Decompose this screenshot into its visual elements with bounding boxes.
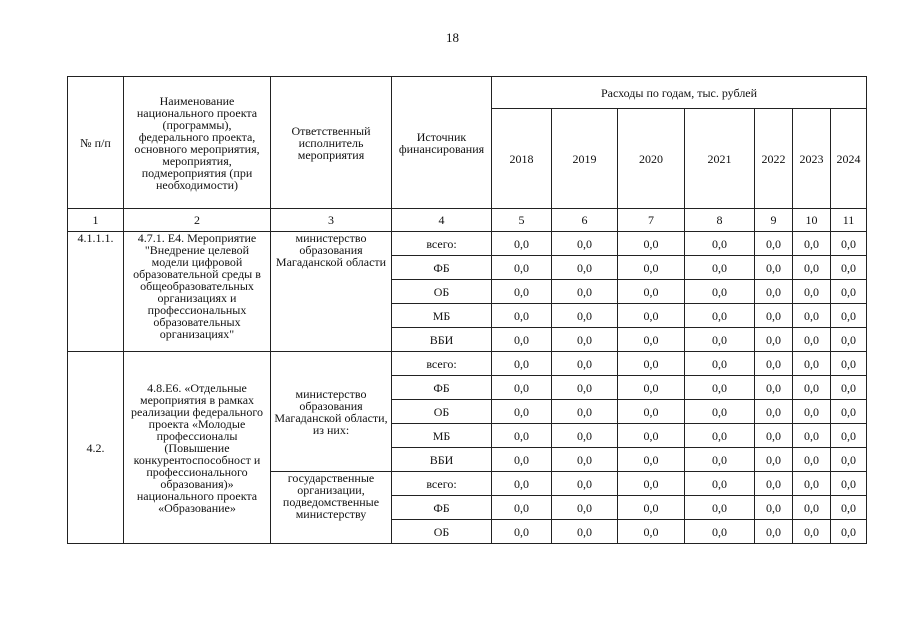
- value-cell: 0,0: [685, 424, 755, 448]
- value-cell: 0,0: [492, 496, 552, 520]
- value-cell: 0,0: [831, 424, 867, 448]
- value-cell: 0,0: [685, 256, 755, 280]
- header-name: Наименование национального проекта (программы), федерального проекта, основного мероприятия, мероприятия, подмероприятия (при необходимости): [124, 77, 271, 209]
- value-cell: 0,0: [685, 472, 755, 496]
- value-cell: 0,0: [552, 376, 618, 400]
- value-cell: 0,0: [793, 328, 831, 352]
- value-cell: 0,0: [552, 328, 618, 352]
- value-cell: 0,0: [755, 496, 793, 520]
- value-cell: 0,0: [793, 232, 831, 256]
- row-number: 4.1.1.1.: [68, 232, 124, 352]
- value-cell: 0,0: [618, 376, 685, 400]
- column-number: 3: [271, 209, 392, 232]
- row-responsible: государственные организации, подведомственные министерству: [271, 472, 392, 544]
- table-row: [68, 352, 867, 376]
- value-cell: 0,0: [755, 424, 793, 448]
- year-header: 2022: [755, 109, 793, 209]
- value-cell: 0,0: [618, 400, 685, 424]
- year-header: 2020: [618, 109, 685, 209]
- header-num: № п/п: [68, 77, 124, 209]
- value-cell: 0,0: [793, 400, 831, 424]
- value-cell: 0,0: [618, 472, 685, 496]
- source-cell: ОБ: [392, 280, 492, 304]
- column-number: 1: [68, 209, 124, 232]
- value-cell: 0,0: [492, 352, 552, 376]
- value-cell: 0,0: [793, 520, 831, 544]
- value-cell: 0,0: [793, 256, 831, 280]
- column-number: 5: [492, 209, 552, 232]
- column-number: 10: [793, 209, 831, 232]
- source-cell: всего:: [392, 352, 492, 376]
- value-cell: 0,0: [831, 256, 867, 280]
- value-cell: 0,0: [755, 304, 793, 328]
- source-cell: ФБ: [392, 496, 492, 520]
- value-cell: 0,0: [685, 496, 755, 520]
- row-responsible: министерство образования Магаданской области: [271, 232, 392, 352]
- column-number: 2: [124, 209, 271, 232]
- value-cell: 0,0: [685, 304, 755, 328]
- source-cell: ОБ: [392, 400, 492, 424]
- column-number: 6: [552, 209, 618, 232]
- value-cell: 0,0: [685, 400, 755, 424]
- value-cell: 0,0: [831, 448, 867, 472]
- column-number: 8: [685, 209, 755, 232]
- header-source: Источник финансирования: [392, 77, 492, 209]
- value-cell: 0,0: [793, 304, 831, 328]
- row-number: 4.2.: [68, 352, 124, 544]
- column-number: 9: [755, 209, 793, 232]
- value-cell: 0,0: [552, 232, 618, 256]
- column-number: 4: [392, 209, 492, 232]
- value-cell: 0,0: [831, 304, 867, 328]
- value-cell: 0,0: [685, 232, 755, 256]
- source-cell: ВБИ: [392, 448, 492, 472]
- value-cell: 0,0: [685, 280, 755, 304]
- value-cell: 0,0: [492, 448, 552, 472]
- year-header: 2018: [492, 109, 552, 209]
- value-cell: 0,0: [618, 280, 685, 304]
- year-header: 2021: [685, 109, 755, 209]
- value-cell: 0,0: [793, 280, 831, 304]
- column-number: 7: [618, 209, 685, 232]
- value-cell: 0,0: [618, 496, 685, 520]
- source-cell: ФБ: [392, 256, 492, 280]
- value-cell: 0,0: [755, 328, 793, 352]
- value-cell: 0,0: [492, 472, 552, 496]
- value-cell: 0,0: [618, 256, 685, 280]
- value-cell: 0,0: [552, 256, 618, 280]
- value-cell: 0,0: [552, 520, 618, 544]
- row-name: 4.7.1. Е4. Мероприятие "Внедрение целевой модели цифровой образовательной среды в общеобразовательных организациях и профессиональных образовательных организациях": [124, 232, 271, 352]
- row-name: 4.8.Е6. «Отдельные мероприятия в рамках реализации федерального проекта «Молодые профессионалы (Повышение конкурентоспособност и профессионального образования)» национального проекта «Образование»: [124, 352, 271, 544]
- value-cell: 0,0: [793, 472, 831, 496]
- value-cell: 0,0: [685, 448, 755, 472]
- value-cell: 0,0: [618, 448, 685, 472]
- value-cell: 0,0: [618, 328, 685, 352]
- value-cell: 0,0: [755, 256, 793, 280]
- value-cell: 0,0: [492, 400, 552, 424]
- value-cell: 0,0: [755, 376, 793, 400]
- value-cell: 0,0: [492, 304, 552, 328]
- source-cell: МБ: [392, 304, 492, 328]
- value-cell: 0,0: [492, 232, 552, 256]
- value-cell: 0,0: [552, 352, 618, 376]
- source-cell: всего:: [392, 232, 492, 256]
- table-row: [68, 232, 867, 256]
- header-expenses: Расходы по годам, тыс. рублей: [492, 77, 867, 109]
- value-cell: 0,0: [793, 376, 831, 400]
- value-cell: 0,0: [831, 496, 867, 520]
- value-cell: 0,0: [492, 424, 552, 448]
- value-cell: 0,0: [552, 472, 618, 496]
- column-number: 11: [831, 209, 867, 232]
- value-cell: 0,0: [492, 280, 552, 304]
- value-cell: 0,0: [831, 280, 867, 304]
- value-cell: 0,0: [685, 376, 755, 400]
- value-cell: 0,0: [492, 376, 552, 400]
- value-cell: 0,0: [685, 328, 755, 352]
- value-cell: 0,0: [793, 496, 831, 520]
- year-header: 2019: [552, 109, 618, 209]
- value-cell: 0,0: [685, 352, 755, 376]
- value-cell: 0,0: [831, 520, 867, 544]
- value-cell: 0,0: [793, 448, 831, 472]
- value-cell: 0,0: [492, 520, 552, 544]
- value-cell: 0,0: [552, 496, 618, 520]
- year-header: 2024: [831, 109, 867, 209]
- value-cell: 0,0: [618, 352, 685, 376]
- source-cell: ВБИ: [392, 328, 492, 352]
- page-number: 18: [446, 30, 459, 45]
- value-cell: 0,0: [755, 520, 793, 544]
- value-cell: 0,0: [492, 328, 552, 352]
- source-cell: ОБ: [392, 520, 492, 544]
- value-cell: 0,0: [685, 520, 755, 544]
- value-cell: 0,0: [755, 400, 793, 424]
- value-cell: 0,0: [618, 520, 685, 544]
- value-cell: 0,0: [755, 352, 793, 376]
- value-cell: 0,0: [793, 424, 831, 448]
- value-cell: 0,0: [755, 280, 793, 304]
- value-cell: 0,0: [552, 424, 618, 448]
- source-cell: всего:: [392, 472, 492, 496]
- budget-table: [67, 76, 867, 544]
- value-cell: 0,0: [793, 352, 831, 376]
- value-cell: 0,0: [755, 472, 793, 496]
- year-header: 2023: [793, 109, 831, 209]
- value-cell: 0,0: [552, 304, 618, 328]
- value-cell: 0,0: [831, 328, 867, 352]
- value-cell: 0,0: [552, 448, 618, 472]
- value-cell: 0,0: [755, 232, 793, 256]
- value-cell: 0,0: [755, 448, 793, 472]
- value-cell: 0,0: [831, 232, 867, 256]
- value-cell: 0,0: [831, 376, 867, 400]
- source-cell: ФБ: [392, 376, 492, 400]
- value-cell: 0,0: [831, 352, 867, 376]
- value-cell: 0,0: [618, 424, 685, 448]
- source-cell: МБ: [392, 424, 492, 448]
- value-cell: 0,0: [552, 400, 618, 424]
- value-cell: 0,0: [831, 400, 867, 424]
- column-number-row: [68, 209, 867, 232]
- value-cell: 0,0: [552, 280, 618, 304]
- value-cell: 0,0: [618, 304, 685, 328]
- header-responsible: Ответственный исполнитель мероприятия: [271, 77, 392, 209]
- row-responsible: министерство образования Магаданской области, из них:: [271, 352, 392, 472]
- value-cell: 0,0: [831, 472, 867, 496]
- value-cell: 0,0: [492, 256, 552, 280]
- value-cell: 0,0: [618, 232, 685, 256]
